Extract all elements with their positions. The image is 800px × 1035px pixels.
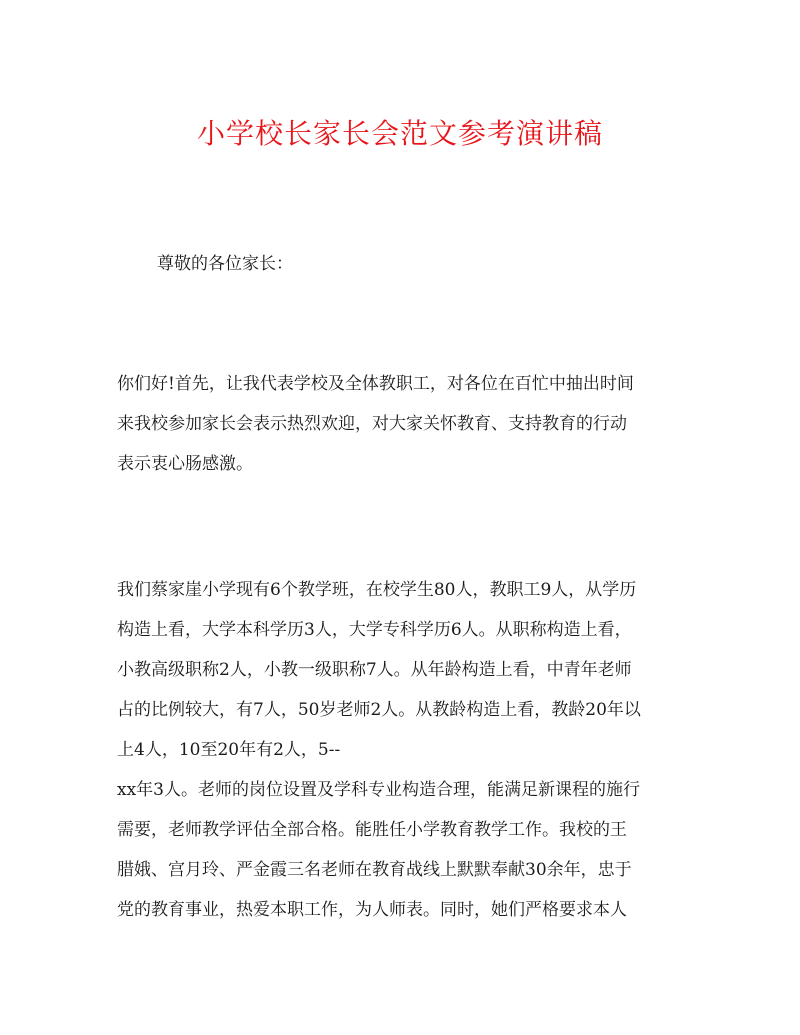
salutation: 尊敬的各位家长： xyxy=(157,254,293,274)
paragraph-line: xx年3人。老师的岗位设置及学科专业构造合理，能满足新课程的施行 xyxy=(117,780,640,800)
paragraph-greeting xyxy=(117,371,689,491)
paragraph-line: 你们好!首先，让我代表学校及全体教职工，对各位在百忙中抽出时间 xyxy=(117,374,634,394)
paragraph-school-overview xyxy=(117,577,689,937)
paragraph-line: 上4人，10至20年有2人，5-- xyxy=(117,740,341,760)
paragraph-line: 来我校参加家长会表示热烈欢迎，对大家关怀教育、支持教育的行动 xyxy=(117,414,627,434)
paragraph-line: 腊娥、宫月玲、严金霞三名老师在教育战线上默默奉献30余年，忠于 xyxy=(117,860,632,880)
paragraph-line: 我们蔡家崖小学现有6个教学班，在校学生80人，教职工9人，从学历 xyxy=(117,580,637,600)
paragraph-line: 需要，老师教学评估全部合格。能胜任小学教育教学工作。我校的王 xyxy=(117,820,627,840)
paragraph-line: 占的比例较大，有7人，50岁老师2人。从教龄构造上看，教龄20年以 xyxy=(117,700,641,720)
paragraph-line: 构造上看，大学本科学历3人，大学专科学历6人。从职称构造上看， xyxy=(117,620,632,640)
paragraph-line: 党的教育事业，热爱本职工作，为人师表。同时，她们严格要求本人 xyxy=(117,900,627,920)
document-title: 小学校长家长会范文参考演讲稿 xyxy=(196,117,603,150)
paragraph-line: 小教高级职称2人，小教一级职称7人。从年龄构造上看，中青年老师 xyxy=(117,660,632,680)
paragraph-line: 表示衷心肠感激。 xyxy=(117,454,253,474)
